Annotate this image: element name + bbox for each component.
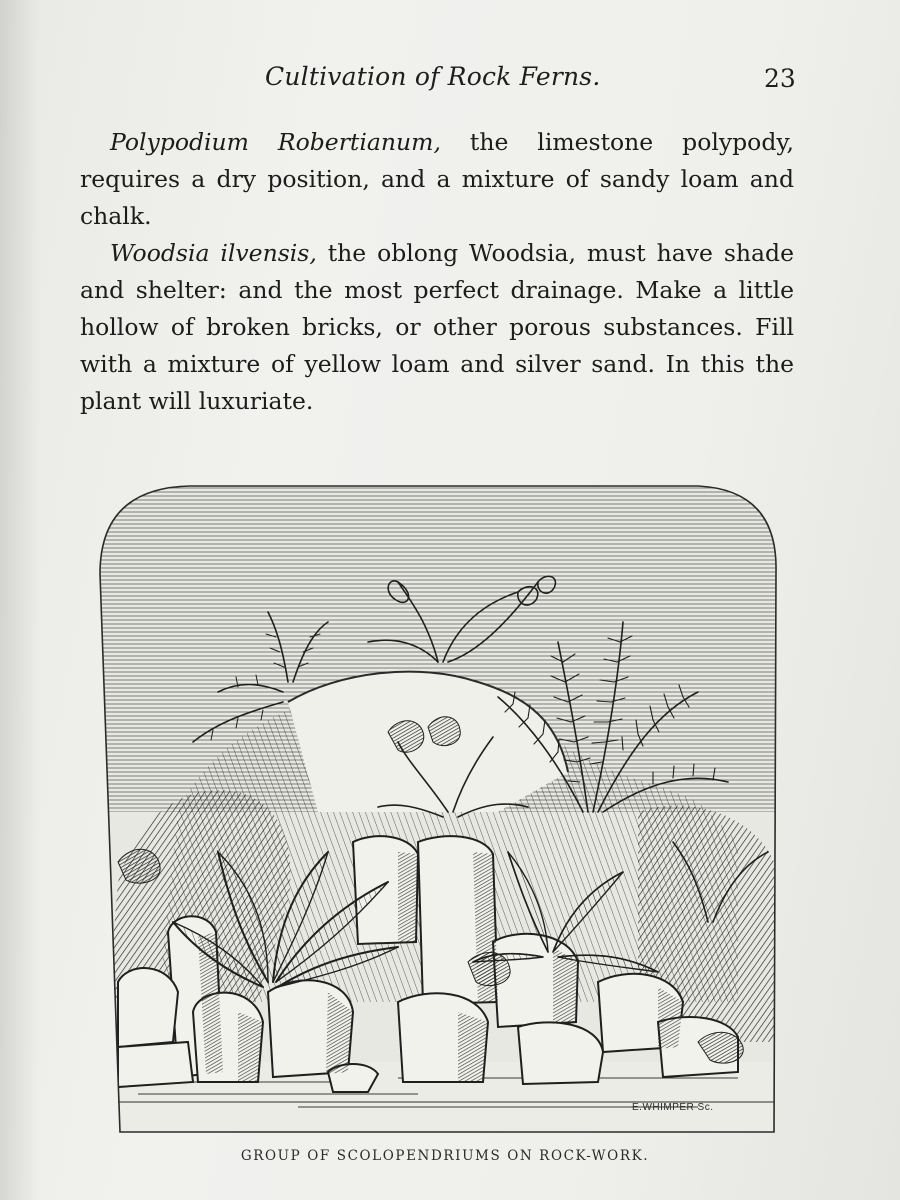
paragraph-woodsia [80, 235, 794, 420]
engraving-illustration [98, 482, 780, 1142]
running-head: Cultivation of Rock Ferns. [265, 62, 601, 91]
paragraph-text: the oblong Woodsia, must have shade and shelter: and the most perfect drainage. Make a little hollow of broken bricks, or other porous substances. Fill with a mixture of yellow loam and silver sand. In this the plant will luxuriate. [80, 239, 794, 415]
figure-caption-text: GROUP OF SCOLOPENDRIUMS ON ROCK-WORK. [240, 1148, 650, 1164]
fern-rockwork-engraving [98, 482, 780, 1142]
paragraph-polypodium [80, 124, 794, 235]
page-number: 23 [764, 64, 796, 93]
body-text [80, 124, 794, 420]
species-name: Woodsia ilvensis, [110, 239, 317, 267]
paragraph-text: the limestone polypody, requires a dry position, and a mixture of sandy loam and chalk. [80, 128, 794, 230]
figure-caption [0, 1148, 900, 1164]
engraver-signature: E.WHIMPER Sc. [632, 1102, 714, 1113]
species-name: Polypodium Robertianum, [110, 128, 441, 156]
page-gutter-shadow [0, 0, 40, 1200]
